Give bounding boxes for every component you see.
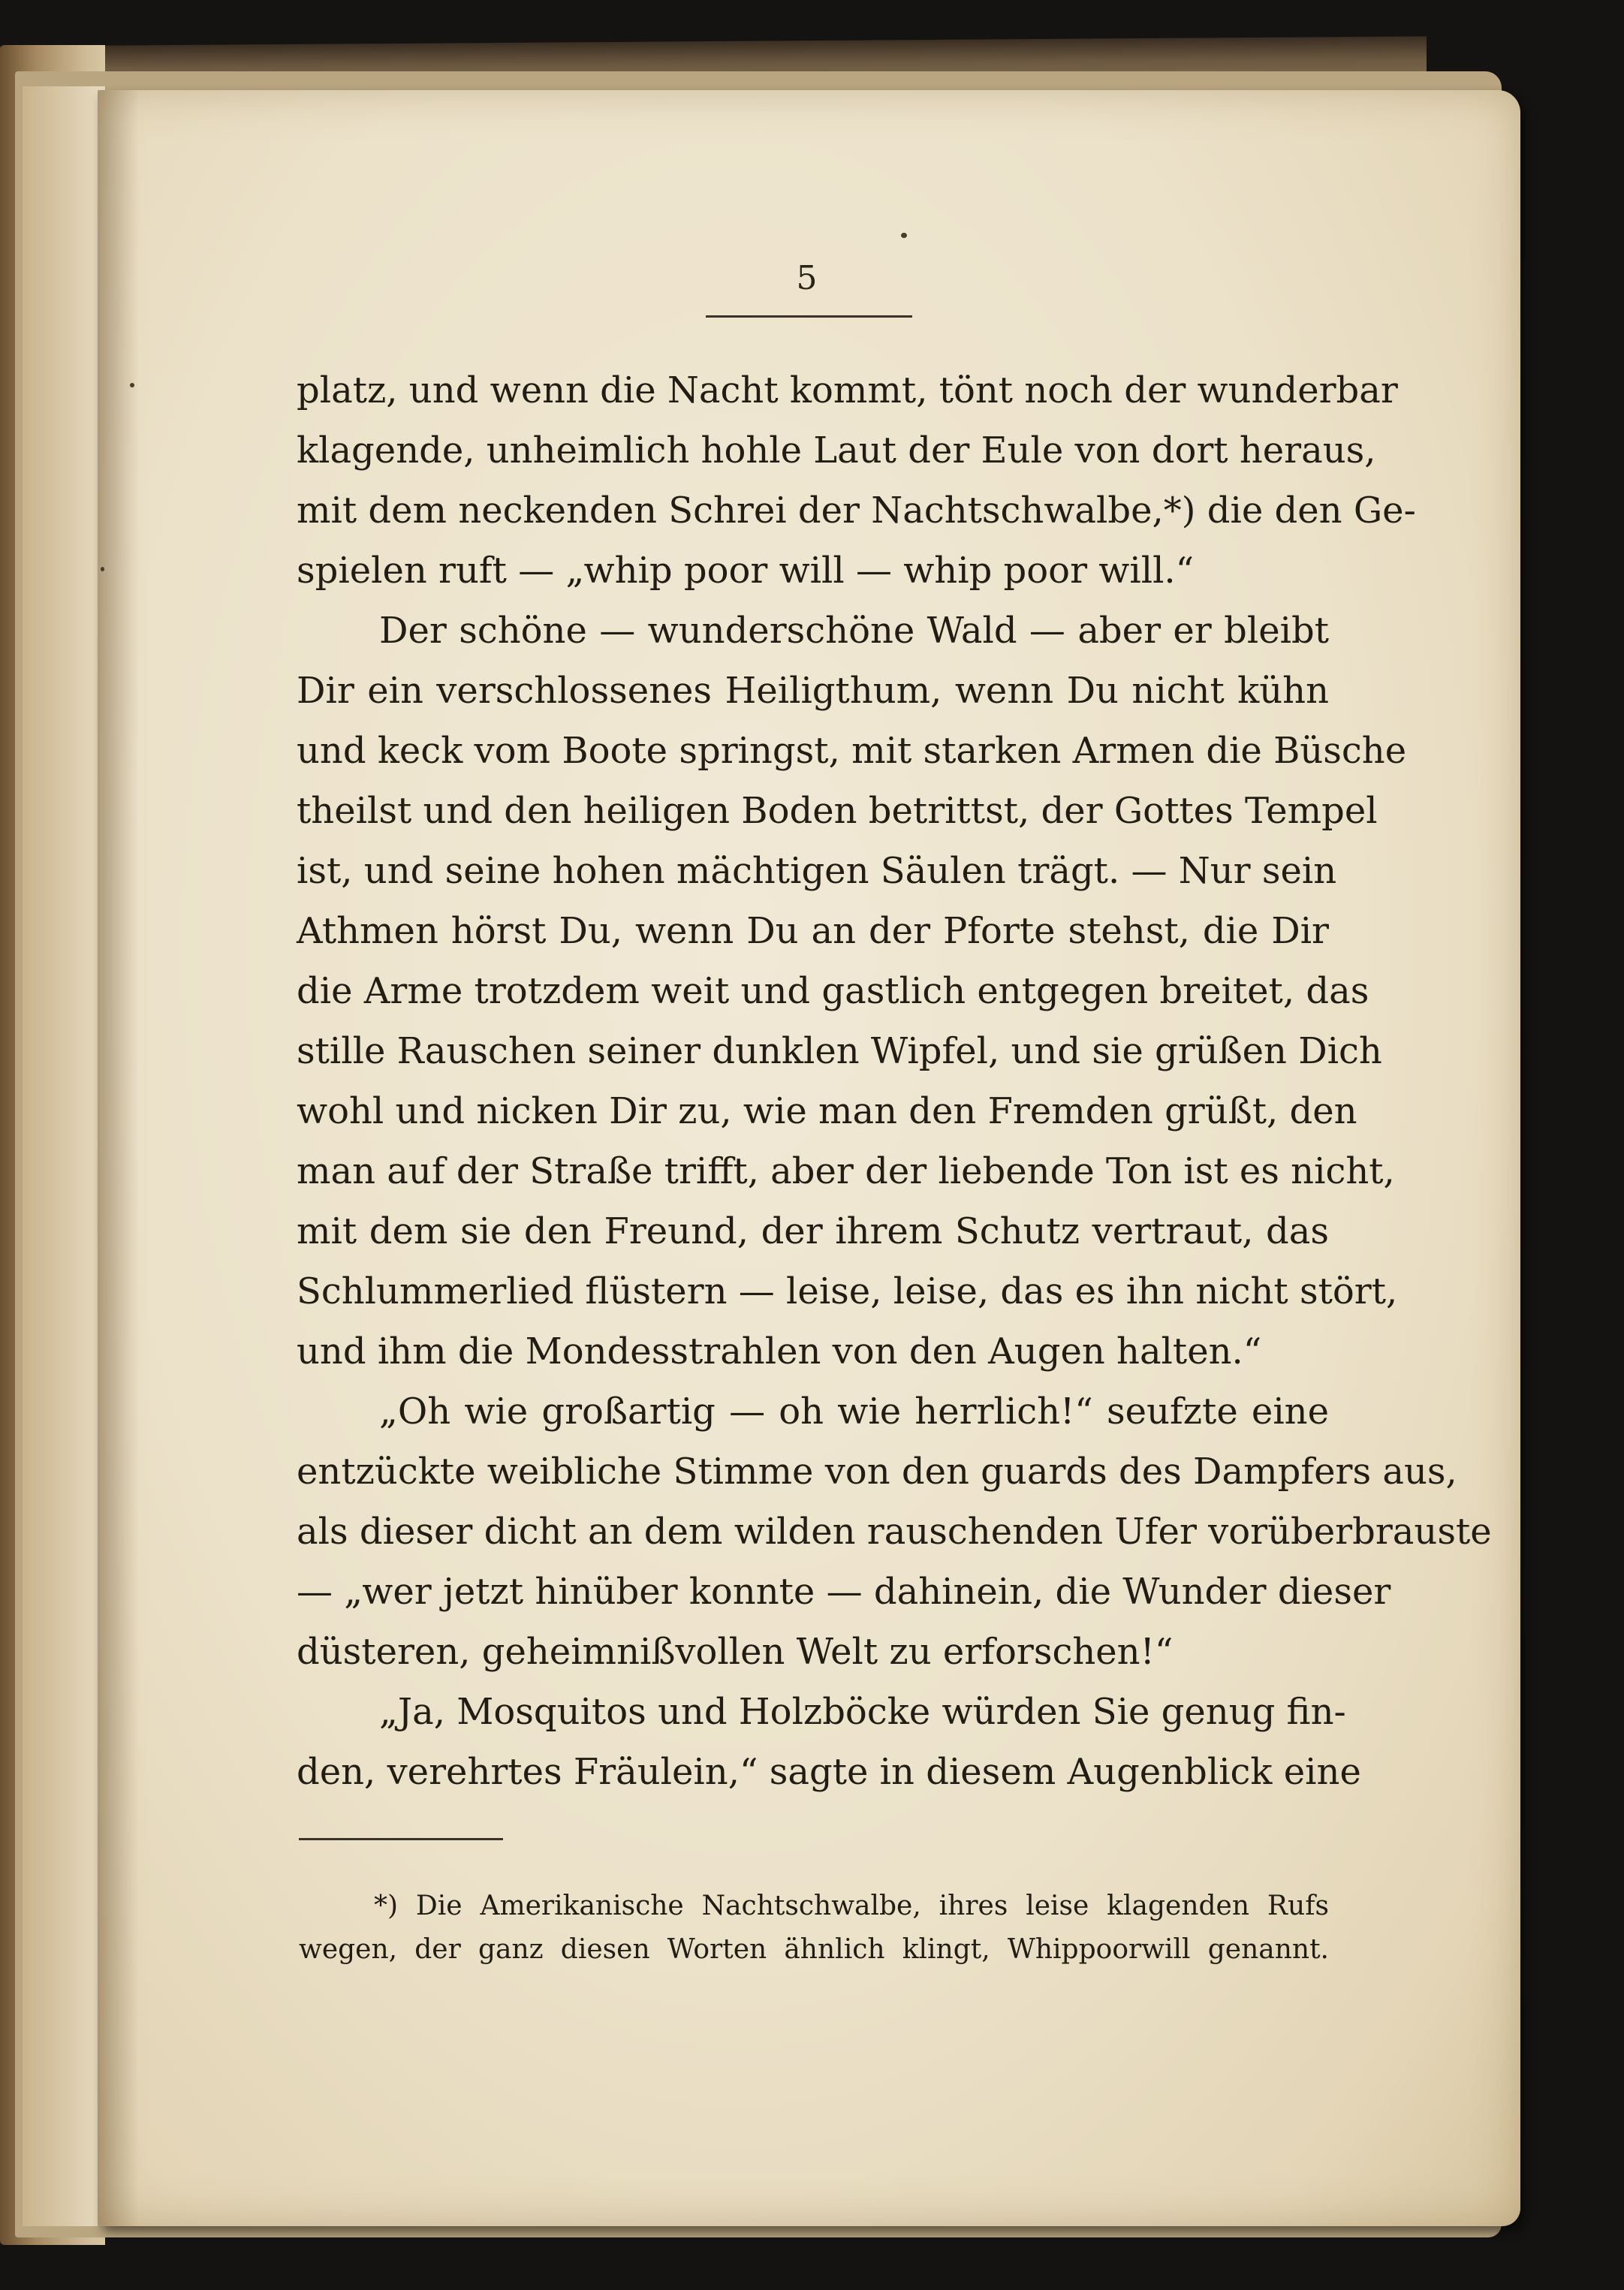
text-line: den, verehrtes Fräulein,“ sagte in diesem Augenblick eine <box>297 1751 1361 1793</box>
body-text <box>297 360 1492 1802</box>
ink-speck <box>101 567 104 571</box>
text-line: Schlummerlied flüstern — leise, leise, das es ihn nicht stört, <box>297 1270 1398 1312</box>
text-line: klagende, unheimlich hohle Laut der Eule von dort heraus, <box>297 429 1376 472</box>
footnote <box>299 1885 1329 1972</box>
text-line: ist, und seine hohen mächtigen Säulen trägt. — Nur sein <box>297 850 1337 892</box>
text-line: „Ja, Mosquitos und Holzböcke würden Sie genug fin- <box>379 1691 1346 1733</box>
facing-page-edge <box>23 86 107 2226</box>
page-number: 5 <box>796 259 818 297</box>
text-line: wohl und nicken Dir zu, wie man den Fremden grüßt, den <box>297 1090 1357 1132</box>
text-line: platz, und wenn die Nacht kommt, tönt noch der wunderbar <box>297 369 1398 411</box>
page-number-rule <box>706 315 912 318</box>
text-line: die Arme trotzdem weit und gastlich entgegen breitet, das <box>297 970 1369 1012</box>
page-gutter-shadow <box>98 90 139 2226</box>
text-line: Der schöne — wunderschöne Wald — aber er bleibt <box>379 610 1329 652</box>
text-line: mit dem sie den Freund, der ihrem Schutz vertraut, das <box>297 1210 1329 1252</box>
ink-speck <box>130 383 134 387</box>
footnote-rule <box>299 1838 503 1840</box>
text-line: man auf der Straße trifft, aber der liebende Ton ist es nicht, <box>297 1150 1395 1192</box>
text-line: Athmen hörst Du, wenn Du an der Pforte stehst, die Dir <box>297 910 1329 952</box>
text-line: Dir ein verschlossenes Heiligthum, wenn Du nicht kühn <box>297 670 1329 712</box>
footnote-line: wegen, der ganz diesen Worten ähnlich klingt, Whippoorwill genannt. <box>299 1934 1329 1965</box>
text-line: spielen ruft — „whip poor will — whip poor will.“ <box>297 550 1195 592</box>
text-line: entzückte weibliche Stimme von den guards des Dampfers aus, <box>297 1451 1457 1493</box>
text-line: stille Rauschen seiner dunklen Wipfel, und sie grüßen Dich <box>297 1030 1382 1072</box>
text-line: mit dem neckenden Schrei der Nachtschwalbe,*) die den Ge- <box>297 490 1416 532</box>
text-line: — „wer jetzt hinüber konnte — dahinein, die Wunder dieser <box>297 1571 1391 1613</box>
text-line: düsteren, geheimnißvollen Welt zu erforschen!“ <box>297 1631 1174 1673</box>
text-line: und keck vom Boote springst, mit starken Armen die Büsche <box>297 730 1407 772</box>
ink-speck <box>901 233 907 238</box>
text-line: und ihm die Mondesstrahlen von den Augen halten.“ <box>297 1330 1262 1372</box>
footnote-line: *) Die Amerikanische Nachtschwalbe, ihres leise klagenden Rufs <box>374 1891 1329 1921</box>
text-line: „Oh wie großartig — oh wie herrlich!“ seufzte eine <box>379 1391 1329 1433</box>
text-line: theilst und den heiligen Boden betrittst, der Gottes Tempel <box>297 790 1378 832</box>
text-line: als dieser dicht an dem wilden rauschenden Ufer vorüberbrauste <box>297 1511 1492 1553</box>
